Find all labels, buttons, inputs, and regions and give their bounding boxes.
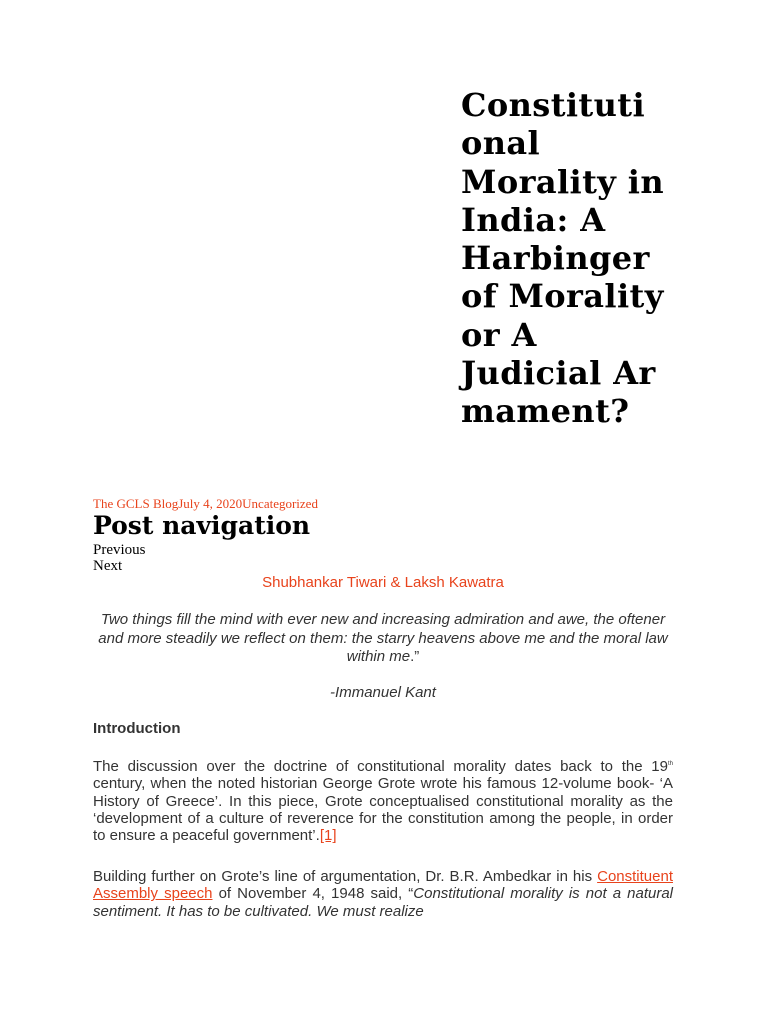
category-link[interactable]: Uncategorized <box>242 496 318 511</box>
site-link[interactable]: The GCLS Blog <box>93 496 179 511</box>
previous-post-link[interactable]: Previous <box>93 542 146 558</box>
quote-attribution: -Immanuel Kant <box>330 684 436 701</box>
date-link[interactable]: July 4, 2020 <box>178 496 243 511</box>
quote-closing: .” <box>410 648 420 665</box>
authors-byline: Shubhankar Tiwari & Laksh Kawatra <box>262 574 504 591</box>
para1-text: The discussion over the doctrine of constitutional morality dates back to the 19 <box>93 758 668 775</box>
para2-text-continued: of November 4, 1948 said, “ <box>212 885 414 903</box>
introduction-paragraph-1 <box>93 758 673 844</box>
ambedkar-quote: Constitutional morality is not a natural sentiment. It has to be cultivated. We must realize <box>93 885 674 920</box>
para2-text: Building further on Grote’s line of argumentation, Dr. B.R. Ambedkar in his <box>93 868 598 885</box>
constituent-assembly-speech-link[interactable]: Constituent Assembly speech <box>93 868 673 903</box>
post-navigation-heading: Post navigation <box>93 511 311 540</box>
article-title: Constituti onal Morality in India: A Harbinger of Morality or A Judicial Ar mament? <box>461 86 665 431</box>
next-post-link[interactable]: Next <box>93 558 123 574</box>
footnote-link[interactable]: [1] <box>319 827 337 845</box>
introduction-heading: Introduction <box>93 720 181 737</box>
introduction-paragraph-2 <box>93 868 673 920</box>
ordinal-superscript: th <box>667 761 673 767</box>
quote-text: Two things fill the mind with ever new and increasing admiration and awe, the oftener and more steadily we reflect on them: the starry heavens above me and the moral law within me <box>98 611 668 665</box>
epigraph-quote <box>93 611 673 667</box>
para1-text-continued: century, when the noted historian George Grote wrote his famous 12-volume book- ‘A History of Greece’. In this piece, Grote conceptualised constitutional morality as the ‘development of a culture of reverence for the constitution among the people, in order to ensure a peaceful government’. <box>93 775 673 845</box>
